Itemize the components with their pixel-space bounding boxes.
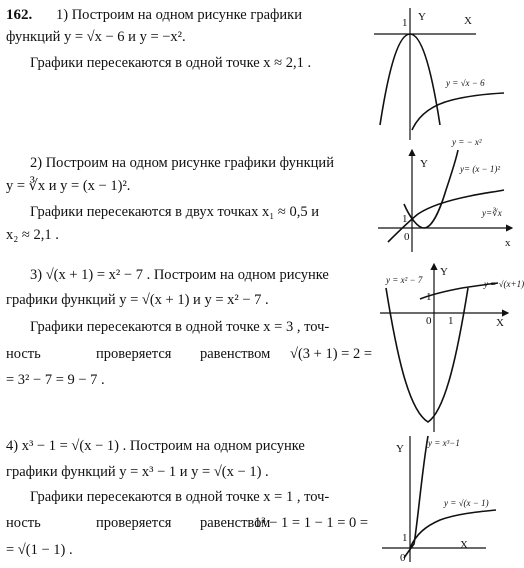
part4-line1: 4) x³ − 1 = √(x − 1) . Построим на одном рисунке <box>6 438 305 454</box>
part3-line3: Графики пересекаются в одной точке x = 3 , точ- <box>30 319 330 335</box>
graph4-y-label: Y <box>396 443 404 455</box>
graph-1 <box>374 8 504 140</box>
graph-3 <box>380 264 508 432</box>
graph2-x-label: x <box>505 237 511 249</box>
graph1-sqrt-curve <box>412 93 504 130</box>
part4-line4-formula: 1³ − 1 = 1 − 1 = 0 = <box>254 515 369 531</box>
part2-line1: 2) Построим на одном рисунке графики функций <box>30 155 334 171</box>
graph1-sqrt-label: y = √x − 6 <box>446 78 485 88</box>
graph3-origin: 0 <box>426 315 432 327</box>
graph4-tick-one: 1 <box>402 532 408 544</box>
graph4-origin: 0 <box>400 552 406 564</box>
graph3-x-label: X <box>496 317 504 329</box>
part3-line2: графики функций y = √(x + 1) и y = x² − 7 . <box>6 292 269 308</box>
part4-line4-word3: равенством <box>200 515 271 531</box>
graph2-tick-one: 1 <box>402 213 408 225</box>
graph1-x-label: X <box>464 15 472 27</box>
graph1-tick-one: 1 <box>402 17 408 29</box>
graph1-y-label: Y <box>418 11 426 23</box>
part3-line4-word3: равенством <box>200 346 271 362</box>
graph4-sqrt-curve <box>410 510 496 548</box>
graph4-cubic-curve <box>404 436 428 558</box>
graph3-tick-one: 1 <box>426 291 432 303</box>
part3-line4-word2: проверяется <box>96 346 172 362</box>
graph3-parabola <box>386 288 468 422</box>
part1-line2: функций y = √x − 6 и y = −x². <box>6 29 186 45</box>
part3-line1: 3) √(x + 1) = x² − 7 . Построим на одном рисунке <box>30 267 329 283</box>
part4-line2: графики функций y = x³ − 1 и y = √(x − 1) . <box>6 464 269 480</box>
part1-line3: Графики пересекаются в одной точке x ≈ 2,1 . <box>30 55 312 71</box>
graph2-parabola-label: y= (x − 1)² <box>460 164 501 174</box>
part4-line3: Графики пересекаются в одной точке x = 1 , точ- <box>30 489 330 505</box>
graph2-origin: 0 <box>404 231 410 243</box>
graph4-x-label: X <box>460 539 468 551</box>
graph1-parabola-label: y = − x² <box>452 137 482 147</box>
graph4-sqrt-label: y = √(x − 1) <box>444 498 489 508</box>
part4-line4-word1: ность <box>6 515 41 531</box>
part2-line2: y = ∛x и y = (x − 1)². <box>6 178 131 194</box>
part3-line5: = 3² − 7 = 9 − 7 . <box>6 372 105 388</box>
graph4-cubic-label: y = x³−1 <box>428 438 460 448</box>
graph3-parabola-label: y = x² − 7 <box>386 275 423 285</box>
part3-line4-formula: √(3 + 1) = 2 = <box>290 346 373 362</box>
graph3-sqrt-label: y = √(x+1) <box>484 279 524 289</box>
graph3-y-label: Y <box>440 266 448 278</box>
part4-line5: = √(1 − 1) . <box>6 542 73 558</box>
graph2-y-label: Y <box>420 158 428 170</box>
graph2-cbrt-label: y=∛x <box>482 208 502 218</box>
graph3-tick-x-one: 1 <box>448 315 454 327</box>
part2-line4: x₂ ≈ 2,1 . <box>6 227 59 243</box>
part1-line1: 1) Построим на одном рисунке графики <box>56 7 302 23</box>
problem-number: 162. <box>6 7 33 23</box>
part2-line3: Графики пересекаются в двух точках x₁ ≈ 0,5 и <box>30 204 319 220</box>
part4-line4-word2: проверяется <box>96 515 172 531</box>
part3-line4-word1: ность <box>6 346 41 362</box>
